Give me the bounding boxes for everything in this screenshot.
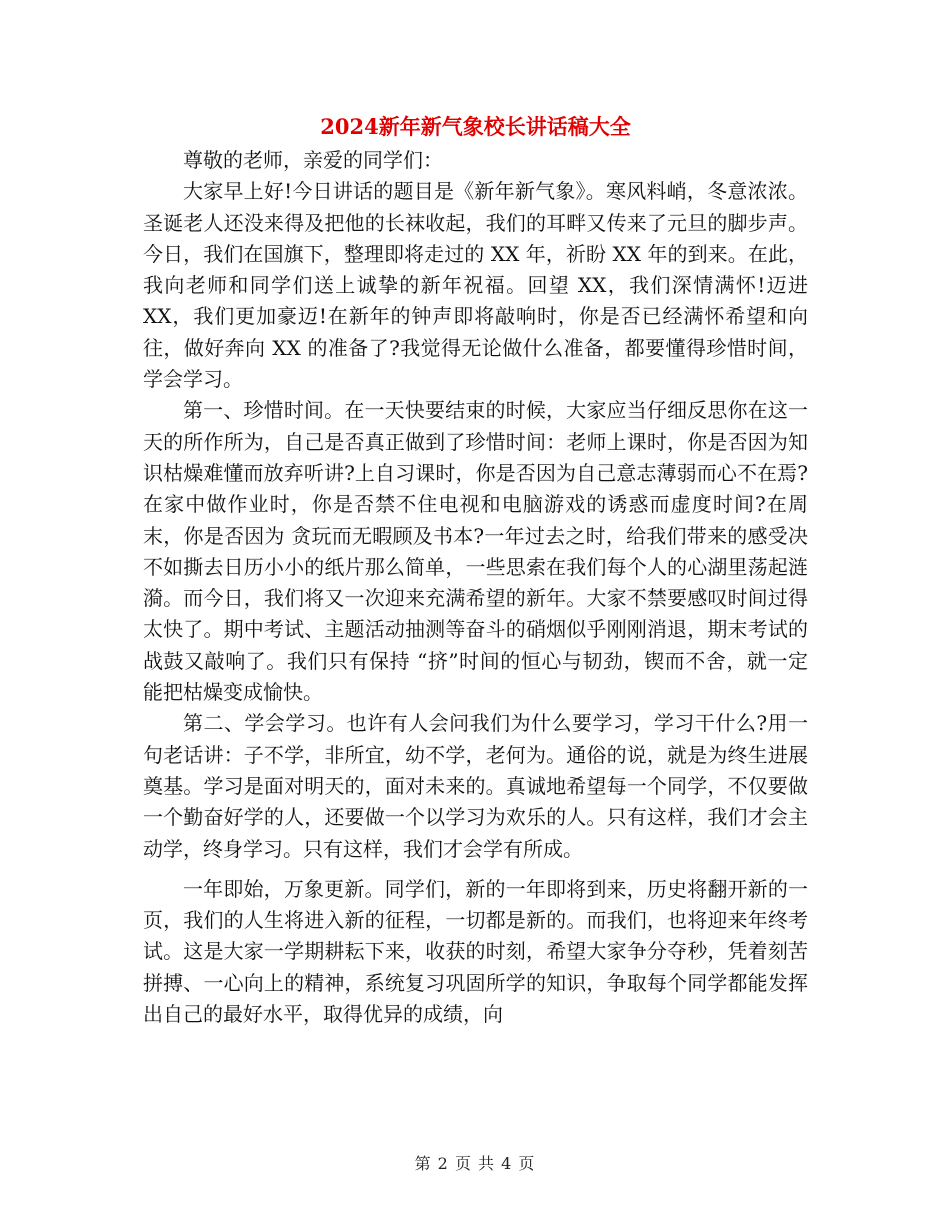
document-body <box>143 145 808 1030</box>
paragraph-cherish-time: 第一、珍惜时间。在一天快要结束的时候，大家应当仔细反思你在这一天的所作所为，自己是否真正做到了珍惜时间：老师上课时，你是否因为知识枯燥难懂而放弃听讲?上自习课时，你是否因为自己意志薄弱而心不在焉?在家中做作业时，你是否禁不住电视和电脑游戏的诱惑而虚度时间?在周末，你是否因为 贪玩而无暇顾及书本?一年过去之时，给我们带来的感受决不如撕去日历小小的纸片那么简单，一些思索在我们每个人的心湖里荡起涟漪。而今日，我们将又一次迎来充满希望的新年。大家不禁要感叹时间过得太快了。期中考试、主题活动抽测等奋斗的硝烟似乎刚刚消退，期末考试的战鼓又敲响了。我们只有保持 “挤”时间的恒心与韧劲，锲而不舍，就一定能把枯燥变成愉快。 <box>143 398 808 705</box>
paragraph-learn-to-learn: 第二、学会学习。也许有人会问我们为什么要学习，学习干什么?用一句老话讲：子不学，非所宜，幼不学，老何为。通俗的说，就是为终生进展奠基。学习是面对明天的，面对未来的。真诚地希望每一个同学，不仅要做一个勤奋好学的人，还要做一个以学习为欢乐的人。只有这样，我们才会主动学，终身学习。只有这样，我们才会学有所成。 <box>143 711 808 861</box>
paragraph-new-year: 一年即始，万象更新。同学们，新的一年即将到来，历史将翻开新的一页，我们的人生将进入新的征程，一切都是新的。而我们，也将迎来年终考试。这是大家一学期耕耘下来，收获的时刻，希望大家争分夺秒，凭着刻苦拼搏、一心向上的精神，系统复习巩固所学的知识，争取每个同学都能发挥出自己的最好水平，取得优异的成绩，向 <box>143 876 808 1027</box>
page-number-footer: 第 2 页 共 4 页 <box>414 1154 536 1173</box>
paragraph-intro: 大家早上好!今日讲话的题目是《新年新气象》。寒风料峭，冬意浓浓。圣诞老人还没来得及把他的长袜收起，我们的耳畔又传来了元旦的脚步声。今日，我们在国旗下，整理即将走过的 XX 年，祈盼 XX 年的到来。在此，我向老师和同学们送上诚挚的新年祝福。回望 XX，我们深情满怀!迈进 XX，我们更加豪迈!在新年的钟声即将敲响时，你是否已经满怀希望和向往，做好奔向 XX 的准备了?我觉得无论做什么准备，都要懂得珍惜时间，学会学习。 <box>143 179 808 392</box>
paragraph-salutation: 尊敬的老师，亲爱的同学们： <box>183 148 443 172</box>
document-title: 2024新年新气象校长讲话稿大全 <box>320 114 631 139</box>
